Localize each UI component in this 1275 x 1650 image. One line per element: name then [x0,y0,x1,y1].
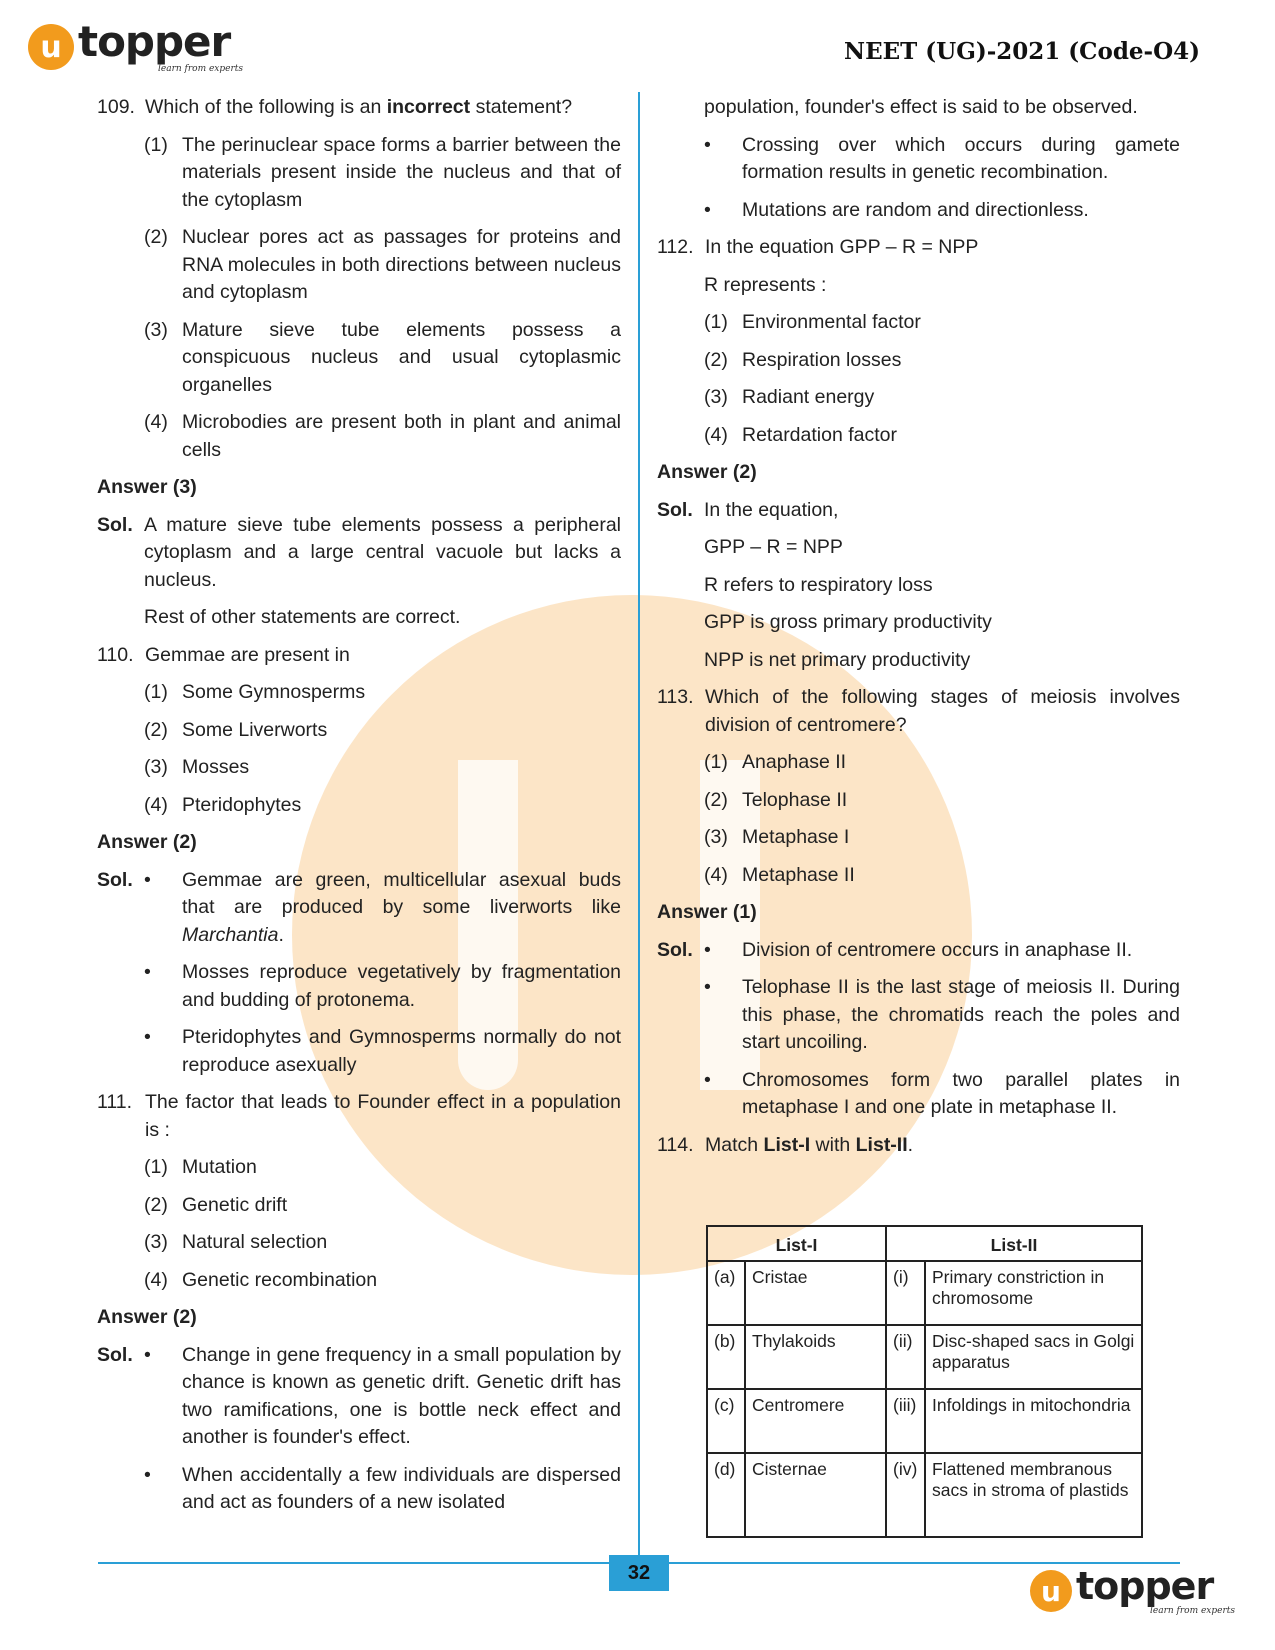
question-subtext: R represents : [704,273,827,296]
table-cell: (i) [886,1261,925,1325]
logo-word: topper [1076,1564,1214,1608]
solution-bullet-continued: population, founder's effect is said to be observed. [704,96,1138,118]
question-text: Gemmae are present in [145,643,350,666]
question-number: 110. [97,643,134,666]
option: (2) Some Liverworts [144,718,328,741]
table-cell: Primary constriction in chromosome [925,1261,1142,1325]
question-number: 113. [657,686,694,708]
solution-bullet: Sol. • Gemmae are green, multicellular asexual buds that are produced by some liverworts like Marchantia. [97,868,621,946]
solution: Sol. In the equation, [657,498,839,521]
left-column [97,94,621,1527]
option: (1) Mutation [144,1156,257,1178]
option: (2) Nuclear pores act as passages for proteins and RNA molecules in both directions between nucleus and cytoplasm [144,226,621,303]
option: (4) Pteridophytes [144,793,302,816]
question-114 [657,1132,1180,1160]
table-cell: Infoldings in mitochondria [925,1389,1142,1453]
solution-line: GPP – R = NPP [704,536,843,558]
answer: Answer (1) [657,901,757,923]
question-number: 109. [97,96,135,118]
question-110 [97,642,621,670]
option: (2) Telophase II [704,788,848,811]
option: (1) The perinuclear space forms a barrier between the materials present inside the nucleus and that of the cytoplasm [144,133,621,211]
question-text: Which of the following stages of meiosis involves division of centromere? [705,686,1180,736]
table-cell: (iii) [886,1389,925,1453]
question-text: Match List-I with List-II. [705,1133,914,1156]
table-cell: (c) [707,1389,745,1453]
solution-bullet: • Telophase II is the last stage of meiosis II. During this phase, the chromatids reach the poles and start uncoiling. [704,976,1180,1053]
solution-bullet: • Mutations are random and directionless. [704,198,1089,221]
logo-tagline: learn from experts [158,64,244,74]
option: (1) Some Gymnosperms [144,681,366,703]
answer: Answer (2) [97,1306,197,1328]
table-cell: Flattened membranous sacs in stroma of plastids [925,1453,1142,1537]
option: (3) Metaphase I [704,826,850,848]
solution: Sol. A mature sieve tube elements possess a peripheral cytoplasm and a large central vacuole but lacks a nucleus. [97,513,621,591]
table-row [707,1261,1142,1325]
question-text: Which of the following is an incorrect statement? [145,96,573,118]
question-number: 114. [657,1133,694,1156]
table-cell: Cristae [745,1261,886,1325]
match-table [706,1225,1143,1538]
logo-tagline: learn from experts [1150,1606,1236,1616]
solution-line: NPP is net primary productivity [704,648,971,671]
table-row [707,1389,1142,1453]
question-number: 112. [657,236,694,258]
question-text: The factor that leads to Founder effect in a population is : [145,1091,621,1141]
question-111 [97,1089,621,1144]
solution-line: GPP is gross primary productivity [704,611,992,633]
answer: Answer (3) [97,476,197,498]
solution-bullet: • Crossing over which occurs during gamete formation results in genetic recombination. [704,133,1180,183]
table-header-list1: List-I [707,1226,886,1261]
table-cell: Disc-shaped sacs in Golgi apparatus [925,1325,1142,1389]
table-cell: (ii) [886,1325,925,1389]
table-row [707,1453,1142,1537]
solution-bullet: • Mosses reproduce vegetatively by fragmentation and budding of protonema. [144,961,621,1011]
question-text: In the equation GPP – R = NPP [705,236,979,258]
question-number: 111. [97,1091,133,1113]
option: (3) Mosses [144,756,250,778]
table-cell: (b) [707,1325,745,1389]
question-113 [657,684,1180,739]
option: (4) Genetic recombination [144,1268,378,1291]
column-divider [638,92,640,1570]
option: (4) Microbodies are present both in plant and animal cells [144,411,621,461]
solution-bullet: Sol. • Change in gene frequency in a small population by chance is known as genetic drift. Genetic drift has two ramifications, one is bottle neck effect and another is founder's effect. [97,1343,621,1448]
page-number: 32 [609,1555,669,1591]
answer: Answer (2) [97,831,197,853]
exam-title: NEET (UG)-2021 (Code-O4) [844,38,1200,65]
question-112 [657,234,1180,262]
logo-u-icon: u [28,24,74,70]
option: (3) Mature sieve tube elements possess a conspicuous nucleus and usual cytoplasmic organelles [144,318,621,396]
header-logo [28,17,244,74]
solution-bullet: • Chromosomes form two parallel plates in metaphase I and one plate in metaphase II. [704,1068,1180,1118]
table-cell: (a) [707,1261,745,1325]
question-109 [97,94,621,122]
solution-line: R refers to respiratory loss [704,573,933,596]
right-column [657,94,1180,1169]
option: (2) Respiration losses [704,348,902,371]
table-header-row [707,1226,1142,1261]
table-cell: (d) [707,1453,745,1537]
option: (3) Natural selection [144,1231,328,1253]
option: (3) Radiant energy [704,386,875,408]
option: (1) Anaphase II [704,751,847,773]
table-cell: (iv) [886,1453,925,1537]
solution-bullet: Sol. • Division of centromere occurs in anaphase II. [657,938,1133,961]
option: (1) Environmental factor [704,311,921,333]
solution-note: Rest of other statements are correct. [144,606,461,628]
answer: Answer (2) [657,461,757,483]
table-row [707,1325,1142,1389]
logo-word: topper [78,17,231,66]
option: (4) Retardation factor [704,423,898,446]
solution-bullet: • Pteridophytes and Gymnosperms normally do not reproduce asexually [144,1026,621,1076]
option: (4) Metaphase II [704,863,855,886]
solution-bullet: • When accidentally a few individuals are dispersed and act as founders of a new isolated [144,1463,621,1513]
table-cell: Thylakoids [745,1325,886,1389]
footer-logo [1030,1566,1235,1616]
table-header-list2: List-II [886,1226,1142,1261]
table-cell: Cisternae [745,1453,886,1537]
table-cell: Centromere [745,1389,886,1453]
logo-u-icon: u [1030,1570,1072,1612]
option: (2) Genetic drift [144,1193,288,1216]
